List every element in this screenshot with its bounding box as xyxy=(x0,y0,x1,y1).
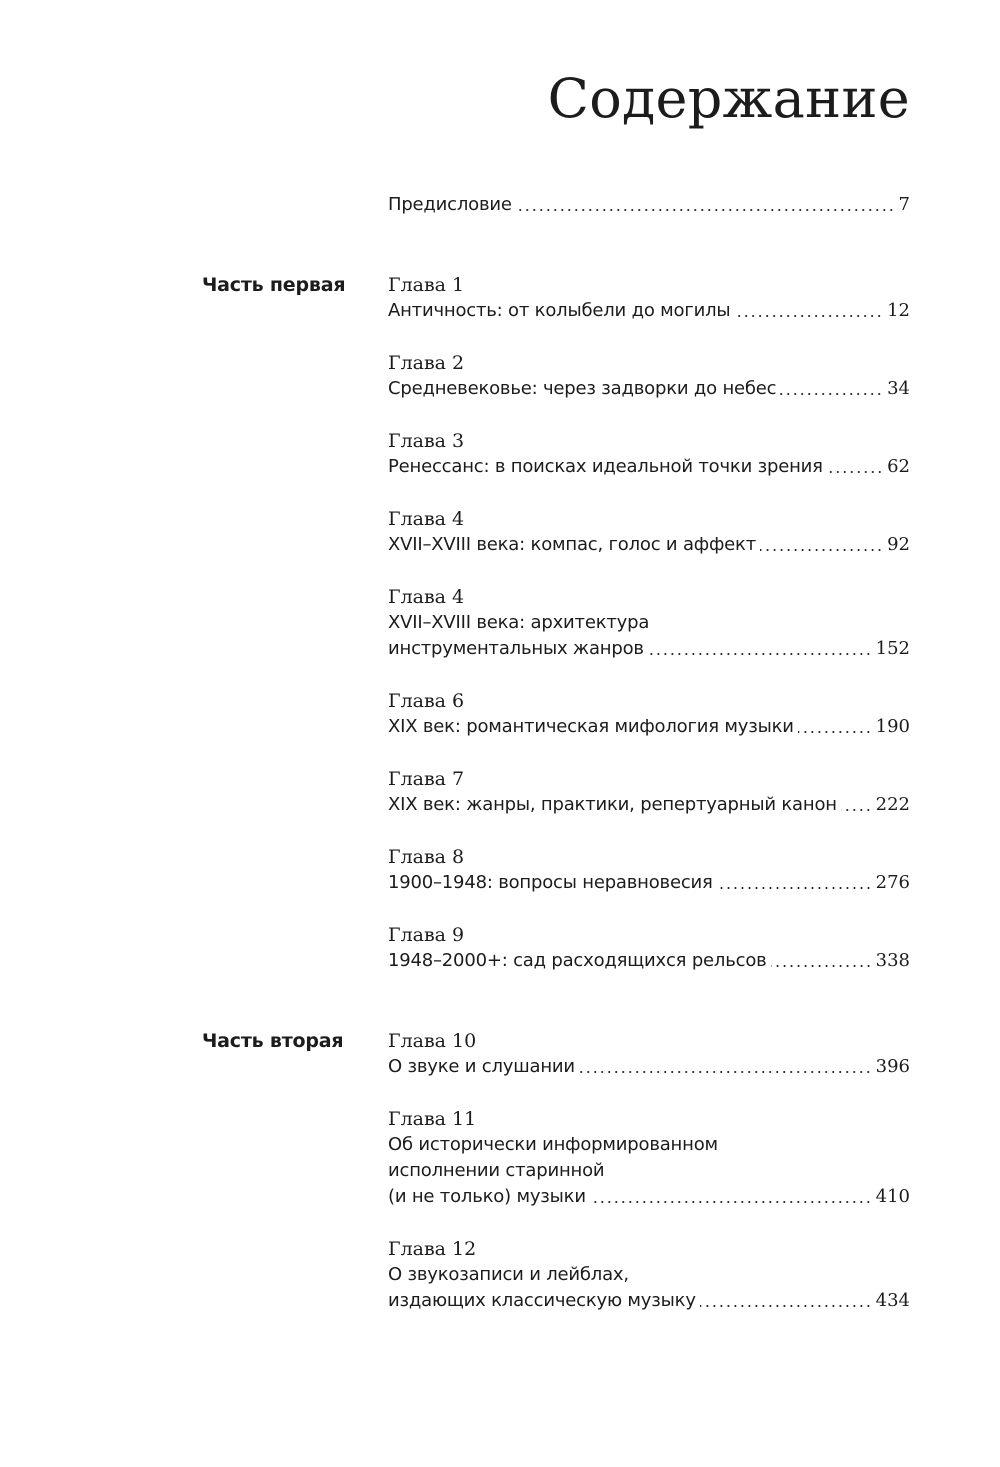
page-number: 222 xyxy=(875,794,910,815)
toc-entry-line xyxy=(388,1184,910,1210)
chapter-label: Глава 11 xyxy=(388,1108,477,1130)
toc-entry-line xyxy=(388,454,910,480)
chapter-list xyxy=(388,272,910,974)
part-label: Часть первая xyxy=(202,274,346,296)
toc-entry-line xyxy=(388,298,910,324)
dot-leader xyxy=(841,808,872,812)
preface-entry[interactable] xyxy=(388,192,910,218)
chapter-label: Глава 4 xyxy=(388,508,465,530)
chapter-title-line: исполнении старинной xyxy=(388,1160,605,1181)
dot-leader xyxy=(700,1304,872,1308)
toc-entry-line xyxy=(388,532,910,558)
dot-leader xyxy=(717,886,872,890)
dot-leader xyxy=(516,208,895,212)
page-number: 92 xyxy=(887,534,910,555)
chapter-title-line: издающих классическую музыку xyxy=(388,1290,696,1311)
chapter-title-line: Средневековье: через задворки до небес xyxy=(388,378,777,399)
chapter-label: Глава 1 xyxy=(388,274,465,296)
chapter-entry[interactable] xyxy=(388,922,910,974)
part-label: Часть вторая xyxy=(202,1030,344,1052)
chapter-label: Глава 2 xyxy=(388,352,465,374)
chapter-label: Глава 9 xyxy=(388,924,465,946)
chapter-title-line: XVII–XVIII века: архитектура xyxy=(388,612,650,633)
toc-entry-line xyxy=(388,714,910,740)
page-number: 396 xyxy=(875,1056,910,1077)
chapter-title-line: О звукозаписи и лейблах, xyxy=(388,1264,629,1285)
chapter-entry[interactable] xyxy=(388,1106,910,1210)
chapter-list xyxy=(388,1028,910,1314)
chapter-label: Глава 6 xyxy=(388,690,465,712)
page-number: 410 xyxy=(875,1186,910,1207)
page-number: 190 xyxy=(875,716,910,737)
parts-container xyxy=(0,272,1000,1314)
page-number: 338 xyxy=(875,950,910,971)
dot-leader xyxy=(780,392,883,396)
chapter-title-line: XIX век: романтическая мифология музыки xyxy=(388,716,794,737)
chapter-title-line: XVII–XVIII века: компас, голос и аффект xyxy=(388,534,756,555)
table-of-contents xyxy=(0,192,1000,1368)
page-number: 7 xyxy=(898,194,910,215)
chapter-title-line: XIX век: жанры, практики, репертуарный канон xyxy=(388,794,837,815)
toc-entry-line xyxy=(388,792,910,818)
page-title: Содержание xyxy=(547,67,910,130)
dot-leader xyxy=(798,730,872,734)
dot-leader xyxy=(590,1200,872,1204)
dot-leader xyxy=(760,548,883,552)
dot-leader xyxy=(771,964,872,968)
chapter-label: Глава 8 xyxy=(388,846,465,868)
chapter-entry[interactable] xyxy=(388,688,910,740)
toc-part xyxy=(0,272,1000,974)
chapter-title-line: Об исторически информированном xyxy=(388,1134,718,1155)
chapter-label: Глава 7 xyxy=(388,768,465,790)
toc-entry-line xyxy=(388,948,910,974)
chapter-entry[interactable] xyxy=(388,272,910,324)
chapter-entry[interactable] xyxy=(388,844,910,896)
chapter-title-line: 1948–2000+: сад расходящихся рельсов xyxy=(388,950,767,971)
chapter-entry[interactable] xyxy=(388,766,910,818)
chapter-title-line: О звуке и слушании xyxy=(388,1056,575,1077)
preface-title: Предисловие xyxy=(388,194,512,215)
chapter-label: Глава 3 xyxy=(388,430,465,452)
page-number: 152 xyxy=(875,638,910,659)
chapter-title-line: Античность: от колыбели до могилы xyxy=(388,300,731,321)
chapter-label: Глава 10 xyxy=(388,1030,477,1052)
dot-leader xyxy=(734,314,883,318)
page-number: 34 xyxy=(887,378,910,399)
page-number: 276 xyxy=(875,872,910,893)
chapter-entry[interactable] xyxy=(388,350,910,402)
chapter-entry[interactable] xyxy=(388,506,910,558)
toc-part xyxy=(0,1028,1000,1314)
toc-entry-line xyxy=(388,1054,910,1080)
chapter-entry[interactable] xyxy=(388,584,910,662)
page-number: 12 xyxy=(887,300,910,321)
dot-leader xyxy=(827,470,883,474)
dot-leader xyxy=(648,652,872,656)
toc-entry-line xyxy=(388,870,910,896)
chapter-title-line: Ренессанс: в поисках идеальной точки зрения xyxy=(388,456,823,477)
dot-leader xyxy=(579,1070,872,1074)
chapter-entry[interactable] xyxy=(388,1028,910,1080)
chapter-label: Глава 4 xyxy=(388,586,465,608)
chapter-entry[interactable] xyxy=(388,428,910,480)
page-number: 434 xyxy=(875,1290,910,1311)
chapter-label: Глава 12 xyxy=(388,1238,477,1260)
toc-entry-line xyxy=(388,376,910,402)
chapter-title-line: инструментальных жанров xyxy=(388,638,644,659)
toc-entry-line xyxy=(388,1288,910,1314)
toc-entry-line xyxy=(388,636,910,662)
chapter-title-line: 1900–1948: вопросы неравновесия xyxy=(388,872,713,893)
page-number: 62 xyxy=(887,456,910,477)
chapter-title-line: (и не только) музыки xyxy=(388,1186,586,1207)
chapter-entry[interactable] xyxy=(388,1236,910,1314)
toc-entry-line xyxy=(388,192,910,218)
